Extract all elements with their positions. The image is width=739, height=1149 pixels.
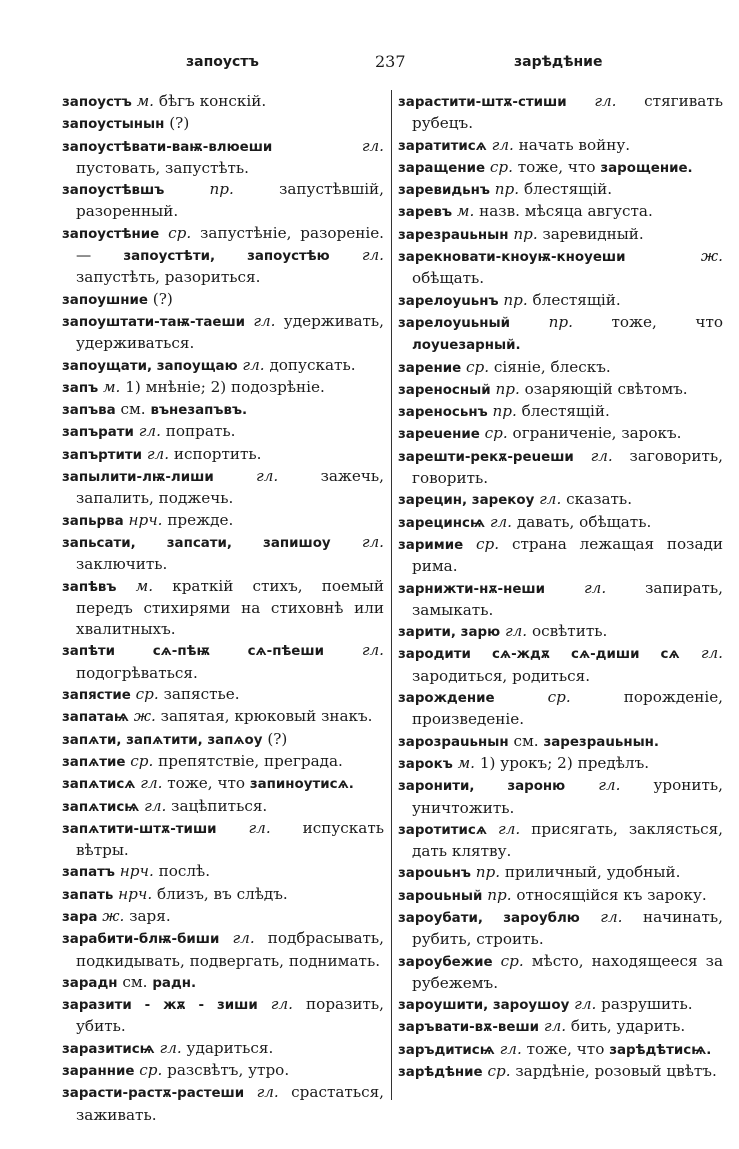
entry-definition: запирать, замыкать. <box>412 578 723 619</box>
dictionary-entry <box>62 640 384 684</box>
entry-definition: заревидный. <box>542 224 644 243</box>
entry-headword-ref: радн. <box>152 975 197 991</box>
entry-definition: сказать. <box>566 490 633 509</box>
entry-grammar: ср. <box>466 357 490 376</box>
entry-headword: заревъ <box>398 205 453 221</box>
entry-definition: уронить, уничтожить. <box>412 776 723 817</box>
dictionary-entry <box>62 751 384 773</box>
dictionary-entry <box>62 773 384 795</box>
entry-headword-ref: зарезраuьнын. <box>543 734 660 750</box>
entry-headword: заримие <box>398 537 464 553</box>
entry-headword: зарнижти-нѫ-неши <box>398 581 546 597</box>
entry-definition: послѣ. <box>158 862 211 881</box>
dictionary-entry <box>398 224 723 246</box>
entry-definition: начать войну. <box>518 135 631 154</box>
column-divider <box>391 90 392 1100</box>
dictionary-entry <box>398 819 723 863</box>
entry-headword: зароuьнъ <box>398 866 471 882</box>
entry-definition: мѣсто, находящееся за рубежемъ. <box>412 951 723 992</box>
entry-headword: зародити сѧ-ждѫ сѧ-диши сѧ <box>398 647 680 663</box>
entry-grammar: ж. <box>700 247 723 266</box>
dictionary-entry <box>398 1039 723 1061</box>
entry-grammar: ср. <box>476 534 500 553</box>
dictionary-entry <box>398 1016 723 1038</box>
dictionary-entry <box>62 1060 384 1082</box>
entry-headword-ref: запоустѣти, запоустѣю <box>123 249 330 265</box>
entry-definition: запятая, крюковый знакъ. <box>160 707 373 726</box>
entry-grammar: гл. <box>242 355 265 374</box>
entry-definition: порожденіе, произведеніе. <box>412 688 724 729</box>
entry-headword: запоустынын <box>62 117 165 133</box>
dictionary-entry <box>398 423 723 445</box>
dictionary-entry <box>398 621 723 643</box>
entry-grammar: гл. <box>256 467 279 486</box>
entry-grammar: гл. <box>574 995 597 1014</box>
entry-grammar: ср. <box>500 951 524 970</box>
entry-headword-ref: зарощение. <box>600 160 693 176</box>
dictionary-entry <box>62 706 384 728</box>
dictionary-entry <box>398 687 723 731</box>
entry-grammar: м. <box>136 92 155 110</box>
entry-headword: запоустѣвшъ <box>62 183 165 199</box>
entry-definition: озаряющій свѣтомъ. <box>524 379 688 398</box>
entry-grammar: гл. <box>140 774 163 793</box>
entry-headword-ref: вънезапъвъ. <box>150 403 248 419</box>
entry-definition: относящійся къ зароку. <box>516 885 707 904</box>
entry-definition: запустѣвшій, разоренный. <box>76 180 385 221</box>
entry-grammar: пр. <box>487 885 512 904</box>
entry-definition: тоже, что <box>517 157 596 176</box>
entry-grammar: нрч. <box>119 862 154 881</box>
dictionary-entry <box>398 534 723 578</box>
entry-definition: заря. <box>129 906 171 925</box>
dictionary-entry <box>62 818 384 862</box>
entry-headword: запѧтисѩ <box>62 799 140 815</box>
entry-headword: заръвати-вѫ-веши <box>398 1020 540 1036</box>
entry-headword: зарасти-растѫ-растеши <box>62 1086 245 1102</box>
entry-grammar: гл. <box>232 929 255 948</box>
running-head-right: зарѣдѣние <box>514 54 603 70</box>
entry-grammar: нрч. <box>128 510 163 529</box>
entry-definition: присягать, заклясться, дать клятву. <box>412 819 724 861</box>
entry-definition: сіяніе, блескъ. <box>493 357 611 376</box>
entry-grammar: гл. <box>498 819 521 838</box>
entry-definition: приличный, удобный. <box>504 863 681 882</box>
dictionary-entry <box>62 399 384 421</box>
dictionary-entry <box>62 532 384 576</box>
entry-grammar: гл. <box>253 311 276 330</box>
entry-definition: бить, ударить. <box>570 1017 686 1036</box>
entry-headword-ref: зарѣдѣтисѩ. <box>609 1042 712 1058</box>
entry-grammar: гл. <box>361 246 385 265</box>
entry-headword: запатъ <box>62 865 115 881</box>
entry-definition: пустовать, запустѣть. <box>76 158 250 177</box>
dictionary-entry <box>62 91 384 113</box>
entry-headword: зарецинсѩ <box>398 515 485 531</box>
entry-headword: зарение <box>398 360 462 376</box>
dictionary-entry <box>398 179 723 201</box>
entry-headword: запьрва <box>62 513 124 529</box>
entry-definition: 1) урокъ; 2) предѣлъ. <box>479 753 650 772</box>
dictionary-entry <box>398 91 723 135</box>
entry-headword: зарождение <box>398 691 495 707</box>
entry-headword: запатаѩ <box>62 710 129 726</box>
entry-definition: (?) <box>169 114 190 133</box>
entry-headword: запоустъ <box>62 95 132 110</box>
entry-definition: подбрасывать, подкидывать, подвергать, поднимать. <box>76 929 385 970</box>
entry-definition: обѣщать. <box>412 269 485 288</box>
entry-definition: подогрѣваться. <box>76 663 198 682</box>
entry-grammar: м. <box>102 377 121 396</box>
entry-grammar: гл. <box>144 796 167 815</box>
entry-grammar: ср. <box>487 1062 511 1081</box>
entry-definition: давать, обѣщать. <box>516 512 652 531</box>
entry-definition: тоже, что <box>526 1039 605 1058</box>
entry-grammar: гл. <box>583 578 607 597</box>
dictionary-entry <box>62 377 384 399</box>
dictionary-entry <box>398 357 723 379</box>
entry-headword: запоустѣние <box>62 226 160 242</box>
dictionary-entry <box>62 994 384 1038</box>
dictionary-entry <box>62 1082 384 1126</box>
entry-definition: бѣгъ конскій. <box>158 92 267 110</box>
entry-definition: поразить, убить. <box>76 995 384 1036</box>
entry-headword: заронити, зароню <box>398 779 566 795</box>
entry-headword: зароубати, зароублю <box>398 910 580 926</box>
right-column <box>398 91 723 1083</box>
dictionary-entry <box>62 729 384 751</box>
entry-headword: зароубежие <box>398 954 493 970</box>
dictionary-entry <box>398 731 723 753</box>
entry-grammar: гл. <box>146 444 170 463</box>
entry-headword: запѣвъ <box>62 579 117 595</box>
dictionary-entry <box>62 906 384 928</box>
entry-headword-ref: запиноутисѧ. <box>249 777 354 793</box>
entry-definition: испускать вѣтры. <box>76 818 384 860</box>
dictionary-entry <box>62 1038 384 1060</box>
dictionary-entry <box>62 510 384 532</box>
entry-headword: запъва <box>62 403 116 419</box>
entry-grammar: гл. <box>489 512 513 531</box>
entry-definition: попрать. <box>165 422 236 441</box>
entry-headword: запоущати, запоущаю <box>62 358 238 374</box>
entry-definition: заговорить, говорить. <box>412 446 724 488</box>
entry-headword: зарекновати-кноуѭ-кноуеши <box>398 250 626 266</box>
entry-headword: заратитисѧ <box>398 138 487 154</box>
entry-headword: запѧтисѧ <box>62 777 136 793</box>
entry-grammar: пр. <box>548 312 573 331</box>
dictionary-entry <box>62 884 384 906</box>
dictionary-entry <box>62 311 384 355</box>
entry-definition: освѣтить. <box>531 622 608 641</box>
entry-headword: зарастити-штѫ-стиши <box>398 95 567 110</box>
entry-definition: срастаться, заживать. <box>76 1083 385 1124</box>
entry-headword: зарѣдѣние <box>398 1065 483 1081</box>
entry-definition: зардѣніе, розовый цвѣтъ. <box>515 1062 717 1081</box>
entry-grammar: гл. <box>248 818 271 837</box>
entry-headword-ref: лоуuезарный. <box>412 338 521 354</box>
entry-definition: удерживать, удерживаться. <box>76 311 384 353</box>
entry-headword: заранние <box>62 1064 135 1080</box>
dictionary-entry <box>398 578 723 622</box>
entry-headword: зареносный <box>398 382 491 398</box>
entry-headword: зарешти-рекѫ-реuеши <box>398 449 574 465</box>
dictionary-entry <box>398 862 723 884</box>
entry-definition: краткій стихъ, поемый передъ стихирями на стиховнѣ или хвалитныхъ. <box>76 576 385 639</box>
entry-definition: разсвѣтъ, утро. <box>167 1061 290 1080</box>
dictionary-entry <box>398 201 723 223</box>
entry-definition: тоже, что <box>167 774 246 793</box>
entry-headword: зареносьнъ <box>398 405 488 421</box>
entry-grammar: гл. <box>491 135 514 154</box>
dictionary-entry <box>62 179 384 223</box>
dictionary-entry <box>62 421 384 443</box>
entry-headword: заразити - жѫ - зиши <box>62 998 258 1014</box>
dictionary-entry <box>398 512 723 534</box>
dictionary-entry <box>398 379 723 401</box>
entry-definition: начинать, рубить, строить. <box>412 907 723 949</box>
entry-grammar: ср. <box>130 751 154 770</box>
entry-definition: зацѣпиться. <box>171 796 268 815</box>
dictionary-entry <box>398 135 723 157</box>
dictionary-entry <box>62 289 384 311</box>
dictionary-entry <box>398 885 723 907</box>
entry-headword: заротитисѧ <box>398 822 487 838</box>
entry-grammar: пр. <box>492 402 517 421</box>
entry-headword: зарозраuьнын <box>398 734 509 750</box>
entry-grammar: гл. <box>504 622 528 641</box>
entry-definition: блестящій. <box>532 290 621 309</box>
entry-grammar: гл. <box>256 1083 279 1102</box>
dictionary-entry <box>398 1061 723 1083</box>
dictionary-entry <box>398 753 723 775</box>
entry-grammar: пр. <box>475 863 501 882</box>
entry-definition: близъ, въ слѣдъ. <box>157 884 288 903</box>
page-number: 237 <box>375 52 406 71</box>
dictionary-entry <box>62 444 384 466</box>
entry-grammar: пр. <box>495 379 520 398</box>
entry-grammar: пр. <box>209 180 234 199</box>
entry-headword: запоустѣвати-ваѭ-влюеши <box>62 139 273 155</box>
entry-definition: (?) <box>152 289 173 308</box>
entry-headword: зарезраuьнын <box>398 227 509 243</box>
entry-definition: блестящій. <box>521 402 610 421</box>
entry-grammar: гл. <box>159 1038 182 1057</box>
entry-headword: заращение <box>398 160 486 176</box>
dictionary-entry <box>398 246 723 290</box>
entry-grammar: гл. <box>270 995 293 1014</box>
entry-grammar: гл. <box>361 641 384 660</box>
entry-definition: зародиться, родиться. <box>412 666 591 685</box>
entry-grammar: гл. <box>361 532 385 551</box>
entry-definition: стягивать рубецъ. <box>412 92 724 133</box>
dictionary-entry <box>62 223 384 289</box>
dictionary-entry <box>398 157 723 179</box>
entry-grammar: м. <box>456 202 475 221</box>
dictionary-entry <box>62 796 384 818</box>
entry-grammar: пр. <box>513 224 538 243</box>
entry-headword: запылити-лѭ-лиши <box>62 470 214 486</box>
entry-grammar: гл. <box>600 907 623 926</box>
dictionary-entry <box>62 928 384 972</box>
entry-definition: см. <box>122 972 148 991</box>
entry-headword: запьсати, запсати, запишоу <box>62 535 331 551</box>
entry-headword: заревидьнъ <box>398 183 490 199</box>
left-column <box>62 91 384 1126</box>
entry-headword: запястие <box>62 688 131 704</box>
entry-headword: зарабити-блѭ-биши <box>62 932 220 948</box>
entry-definition: разрушить. <box>601 995 693 1014</box>
entry-grammar: м. <box>457 753 476 772</box>
dictionary-entry <box>398 446 723 490</box>
entry-headword: зароушити, зароушоу <box>398 998 570 1014</box>
entry-grammar: пр. <box>494 180 520 199</box>
entry-headword: запать <box>62 887 114 903</box>
entry-grammar: ср. <box>168 223 192 242</box>
entry-grammar: м. <box>135 576 154 595</box>
entry-grammar: гл. <box>499 1039 522 1058</box>
dictionary-entry <box>398 401 723 423</box>
entry-headword: зареuение <box>398 427 480 443</box>
entry-definition: прежде. <box>167 510 234 529</box>
entry-grammar: пр. <box>503 290 528 309</box>
entry-headword: зарокъ <box>398 756 453 772</box>
entry-grammar: гл. <box>543 1017 567 1036</box>
entry-headword: заразитисѩ <box>62 1041 155 1057</box>
entry-grammar: ср. <box>135 685 159 704</box>
entry-definition: препятствіе, преграда. <box>158 751 343 770</box>
entry-headword: запѧти, запѧтити, запѧоу <box>62 732 263 748</box>
page-header <box>0 54 739 78</box>
entry-headword: запѧтие <box>62 754 126 770</box>
entry-headword: зарадн <box>62 975 118 991</box>
entry-definition: назв. мѣсяца августа. <box>479 202 653 221</box>
entry-definition: блестящій. <box>523 180 613 199</box>
dictionary-entry <box>398 643 723 687</box>
dictionary-entry <box>62 113 384 135</box>
entry-definition: ограниченіе, зарокъ. <box>512 424 682 443</box>
entry-headword: зарелоуuьный <box>398 315 510 331</box>
dictionary-entry <box>398 312 723 357</box>
entry-definition: зажечь, запалить, поджечь. <box>76 467 384 508</box>
entry-grammar: ж. <box>133 707 156 726</box>
dictionary-entry <box>398 994 723 1016</box>
entry-grammar: нрч. <box>118 884 153 903</box>
entry-definition: допускать. <box>269 355 356 374</box>
dictionary-entry <box>62 972 384 994</box>
dictionary-entry <box>62 684 384 706</box>
entry-grammar: гл. <box>361 136 384 155</box>
entry-grammar: ср. <box>489 157 513 176</box>
entry-definition: заключить. <box>76 555 168 574</box>
entry-grammar: гл. <box>590 446 613 465</box>
entry-definition: тоже, что <box>611 312 724 331</box>
entry-headword: запоуштати-таѭ-таеши <box>62 314 246 330</box>
entry-headword: заръдитисѩ <box>398 1042 495 1058</box>
entry-definition: удариться. <box>186 1038 274 1057</box>
entry-grammar: гл. <box>598 776 621 795</box>
entry-definition: страна лежащая позади рима. <box>412 534 723 576</box>
entry-headword: запъ <box>62 380 99 396</box>
entry-definition: запястье. <box>163 685 240 704</box>
entry-headword: запъртити <box>62 447 143 463</box>
entry-headword: зарелоуuьнъ <box>398 293 499 309</box>
entry-headword: зара <box>62 909 98 925</box>
dictionary-entry <box>398 951 723 995</box>
entry-headword: зарецин, зарекоу <box>398 493 535 509</box>
entry-headword: зарити, зарю <box>398 625 501 641</box>
dictionary-entry <box>62 466 384 510</box>
entry-headword: запѣти сѧ-пѣѭ сѧ-пѣеши <box>62 644 324 660</box>
running-head-left: запоустъ <box>186 54 259 70</box>
entry-definition: см. <box>513 731 539 750</box>
dictionary-entry <box>398 775 723 819</box>
entry-grammar: гл. <box>539 490 562 509</box>
dictionary-entry <box>398 290 723 312</box>
entry-definition: 1) мнѣніе; 2) подозрѣніе. <box>125 377 325 396</box>
entry-grammar: гл. <box>700 644 723 663</box>
entry-grammar: ср. <box>547 688 571 707</box>
entry-headword: запѧтити-штѫ-тиши <box>62 821 217 837</box>
entry-definition: (?) <box>267 729 288 748</box>
dictionary-entry <box>398 907 723 951</box>
dictionary-entry <box>398 489 723 511</box>
entry-grammar: ср. <box>484 424 508 443</box>
entry-grammar: гл. <box>594 92 617 110</box>
entry-definition: запустѣніе, разореніе.— <box>76 223 385 265</box>
entry-headword: зароuьный <box>398 888 483 904</box>
dictionary-entry <box>62 576 384 641</box>
entry-grammar: ж. <box>102 906 125 925</box>
entry-definition: запустѣть, разориться. <box>76 268 261 287</box>
entry-definition: испортить. <box>173 444 262 463</box>
dictionary-entry <box>62 136 384 180</box>
entry-grammar: гл. <box>138 422 161 441</box>
entry-grammar: ср. <box>139 1061 163 1080</box>
entry-headword: запоушние <box>62 292 148 308</box>
dictionary-entry <box>62 355 384 377</box>
entry-headword: запърати <box>62 425 134 441</box>
entry-definition: см. <box>120 400 146 419</box>
dictionary-entry <box>62 861 384 883</box>
